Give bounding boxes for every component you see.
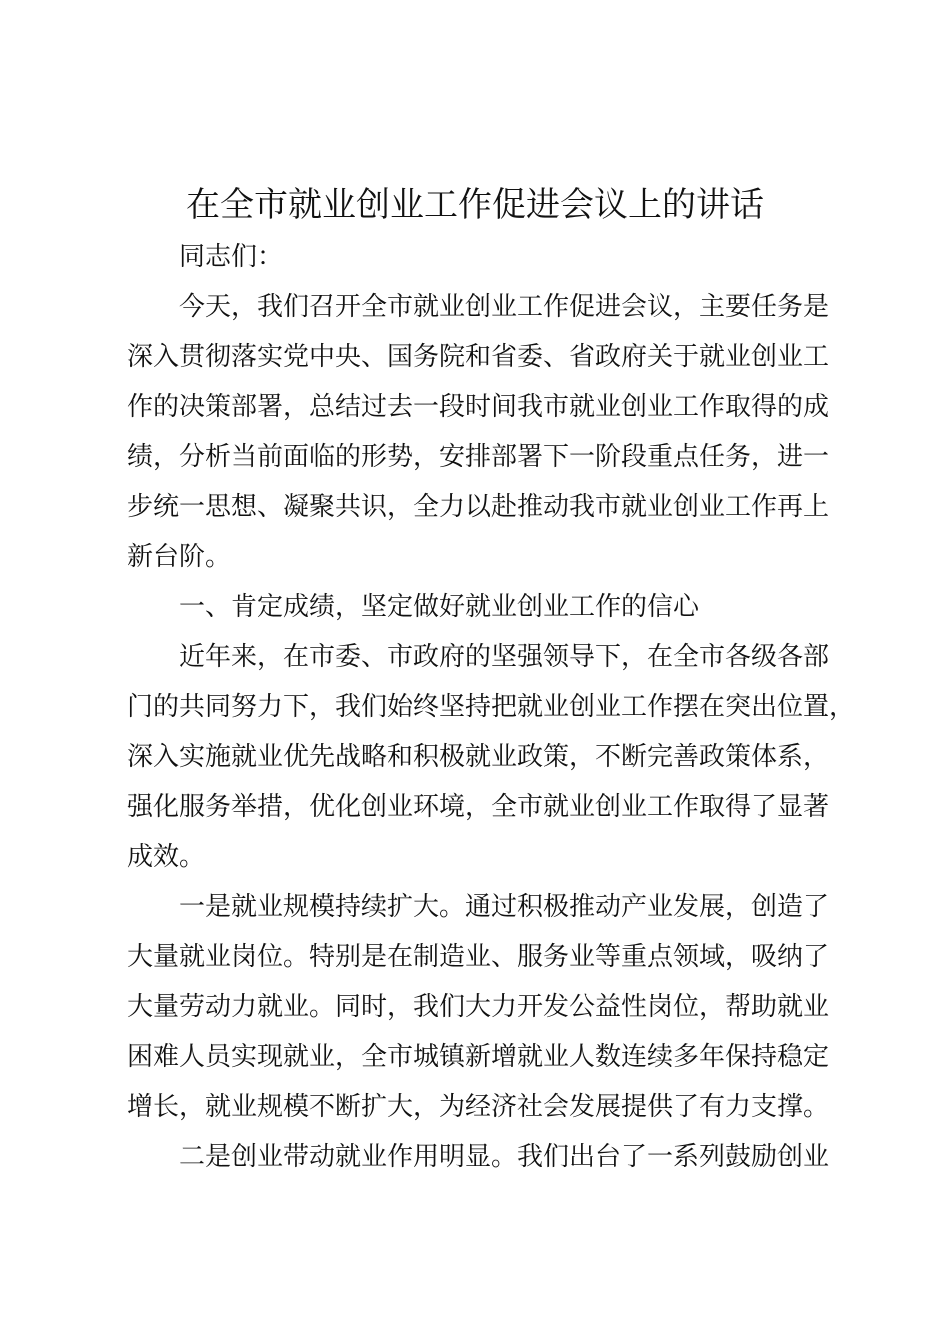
greeting: 同志们： (179, 242, 284, 272)
paragraph-line: 一是就业规模持续扩大。通过积极推动产业发展，创造了 (179, 892, 830, 922)
section-heading (127, 582, 847, 632)
section-heading-line: 一、肯定成绩，坚定做好就业创业工作的信心 (179, 592, 700, 622)
paragraph-line: 深入实施就业优先战略和积极就业政策，不断完善政策体系， (127, 742, 830, 772)
document-title: 在全市就业创业工作促进会议上的讲话 (186, 185, 764, 225)
paragraph-line: 深入贯彻落实党中央、国务院和省委、省政府关于就业创业工 (127, 342, 830, 372)
paragraph-line: 困难人员实现就业，全市城镇新增就业人数连续多年保持稳定 (127, 1042, 830, 1072)
paragraph-line: 近年来，在市委、市政府的坚强领导下，在全市各级各部 (179, 642, 830, 672)
paragraph-line: 大量就业岗位。特别是在制造业、服务业等重点领域，吸纳了 (127, 942, 830, 972)
paragraph-opening (127, 282, 847, 582)
paragraph-achievements (127, 632, 856, 882)
paragraph-line: 二是创业带动就业作用明显。我们出台了一系列鼓励创业 (179, 1142, 830, 1172)
paragraph-line: 成效。 (127, 842, 206, 872)
paragraph-line: 强化服务举措，优化创业环境，全市就业创业工作取得了显著 (127, 792, 830, 822)
paragraph-line: 步统一思想、凝聚共识，全力以赴推动我市就业创业工作再上 (127, 492, 830, 522)
paragraph-line: 作的决策部署，总结过去一段时间我市就业创业工作取得的成 (127, 392, 830, 422)
paragraph-line: 增长，就业规模不断扩大，为经济社会发展提供了有力支撑。 (127, 1092, 830, 1122)
paragraph-entrepreneurship (127, 1132, 847, 1182)
paragraph-line: 门的共同努力下，我们始终坚持把就业创业工作摆在突出位置， (127, 692, 856, 722)
paragraph-line: 新台阶。 (127, 542, 232, 572)
paragraph-employment-scale (127, 882, 847, 1132)
paragraph-line: 大量劳动力就业。同时，我们大力开发公益性岗位，帮助就业 (127, 992, 830, 1022)
document-body (127, 232, 856, 1182)
paragraph-line: 绩，分析当前面临的形势，安排部署下一阶段重点任务，进一 (127, 442, 830, 472)
paragraph-line: 今天，我们召开全市就业创业工作促进会议，主要任务是 (179, 292, 830, 322)
